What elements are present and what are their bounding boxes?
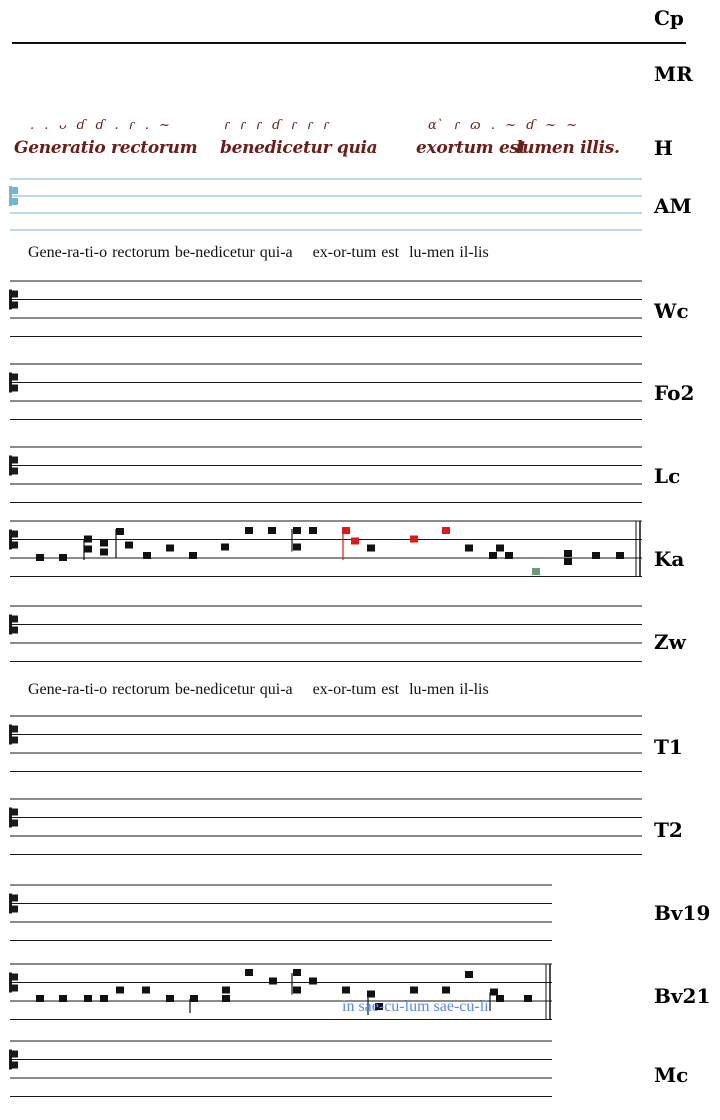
- c-clef-icon: [12, 895, 18, 902]
- neume-note: [489, 552, 497, 559]
- c-clef-icon: [9, 1050, 12, 1070]
- neume-note: [100, 549, 108, 556]
- neume-note: [190, 995, 198, 1002]
- neume-note: [367, 545, 375, 552]
- variant-note-red: [410, 536, 418, 543]
- c-clef-icon: [12, 302, 18, 309]
- c-clef-icon: [12, 187, 18, 194]
- lyric-line-1: Gene-ra-ti-o rectorum be-nedicetur qui-a ex-or-tum est lu-men il-lis: [28, 244, 489, 261]
- lyric-bv21-continuation: in sae-cu-lum sae-cu-li: [342, 998, 489, 1015]
- c-clef-icon: [9, 186, 12, 206]
- c-clef-icon: [12, 1051, 18, 1058]
- c-clef-icon: [12, 737, 18, 744]
- neume-note: [222, 995, 230, 1002]
- neume-note: [142, 987, 150, 994]
- ms-neumes-2: ɾ ɾ ɾ ɗ ɾ ɾ ɾ: [224, 118, 332, 133]
- c-clef-icon: [12, 627, 18, 634]
- siglum-ka: Ka: [654, 547, 685, 571]
- c-clef-icon: [9, 615, 12, 635]
- c-clef-icon: [9, 373, 12, 393]
- neume-note: [496, 995, 504, 1002]
- neume-note: [125, 542, 133, 549]
- cp-rule: [12, 42, 686, 44]
- neume-note: [505, 552, 513, 559]
- neume-note: [293, 987, 301, 994]
- lyric-line-2: Gene-ra-ti-o rectorum be-nedicetur qui-a ex-or-tum est lu-men il-lis: [28, 681, 489, 698]
- neume-note: [36, 995, 44, 1002]
- neume-note: [116, 528, 124, 535]
- siglum-mr: MR: [654, 62, 693, 86]
- neume-note: [59, 554, 67, 561]
- c-clef-icon: [12, 726, 18, 733]
- siglum-bv19: Bv19: [654, 901, 711, 925]
- siglum-fo2: Fo2: [654, 381, 695, 405]
- siglum-wc: Wc: [654, 299, 689, 323]
- neume-note: [245, 527, 253, 534]
- neume-note: [410, 987, 418, 994]
- c-clef-icon: [12, 468, 18, 475]
- neume-note: [84, 995, 92, 1002]
- c-clef-icon: [9, 894, 12, 914]
- siglum-am: AM: [654, 194, 692, 218]
- neume-note: [269, 978, 277, 985]
- c-clef-icon: [12, 198, 18, 205]
- neume-note: [268, 527, 276, 534]
- siglum-t2: T2: [654, 818, 683, 842]
- neume-note: [465, 971, 473, 978]
- ms-word-4: lumen illis.: [516, 138, 620, 158]
- neume-note: [245, 969, 253, 976]
- ms-neumes-3: ɑ ̀ ɾ ɷ . ~ ɗ ~ ~: [428, 118, 581, 133]
- siglum-cp: Cp: [654, 6, 684, 30]
- neume-note: [189, 552, 197, 559]
- c-clef-icon: [12, 1062, 18, 1069]
- c-clef-icon: [9, 530, 12, 550]
- neume-note: [36, 554, 44, 561]
- neume-note: [293, 527, 301, 534]
- variant-note-red: [351, 538, 359, 545]
- neume-note: [293, 544, 301, 551]
- variant-note-red: [442, 527, 450, 534]
- neume-note: [100, 995, 108, 1002]
- c-clef-icon: [12, 385, 18, 392]
- neume-note: [465, 545, 473, 552]
- c-clef-icon: [9, 973, 12, 993]
- ms-word-1: Generatio rectorum: [14, 138, 198, 158]
- neume-note: [222, 987, 230, 994]
- neume-note: [490, 989, 498, 996]
- c-clef-icon: [12, 374, 18, 381]
- neume-note: [166, 995, 174, 1002]
- siglum-lc: Lc: [654, 464, 681, 488]
- neume-note: [564, 550, 572, 557]
- siglum-h: H: [654, 136, 673, 160]
- ms-neumes-1: . . ᴗ ɗ ɗ . ɾ . ~: [30, 118, 173, 133]
- c-clef-icon: [9, 808, 12, 828]
- ms-word-2: benedicetur quia: [220, 138, 378, 158]
- siglum-bv21: Bv21: [654, 984, 711, 1008]
- neume-note: [221, 544, 229, 551]
- c-clef-icon: [12, 542, 18, 549]
- neume-note: [592, 552, 600, 559]
- neume-note: [143, 552, 151, 559]
- ms-word-3: exortum est: [416, 138, 527, 158]
- c-clef-icon: [12, 291, 18, 298]
- neume-note: [84, 546, 92, 553]
- neume-note: [166, 545, 174, 552]
- neume-note: [309, 978, 317, 985]
- c-clef-icon: [12, 809, 18, 816]
- c-clef-icon: [9, 456, 12, 476]
- siglum-zw: Zw: [654, 630, 686, 654]
- neume-note: [309, 527, 317, 534]
- neume-note: [84, 536, 92, 543]
- siglum-t1: T1: [654, 735, 683, 759]
- neume-note: [342, 987, 350, 994]
- c-clef-icon: [12, 974, 18, 981]
- neume-note: [116, 987, 124, 994]
- variant-note-green: [532, 568, 540, 575]
- neume-note: [293, 969, 301, 976]
- c-clef-icon: [12, 616, 18, 623]
- neume-note: [100, 540, 108, 547]
- c-clef-icon: [12, 906, 18, 913]
- neume-note: [496, 545, 504, 552]
- neume-note: [442, 987, 450, 994]
- c-clef-icon: [12, 531, 18, 538]
- c-clef-icon: [9, 290, 12, 310]
- neume-note: [59, 995, 67, 1002]
- c-clef-icon: [9, 725, 12, 745]
- c-clef-icon: [12, 457, 18, 464]
- c-clef-icon: [12, 985, 18, 992]
- neume-note: [524, 995, 532, 1002]
- c-clef-icon: [12, 820, 18, 827]
- neume-note: [616, 552, 624, 559]
- neume-note: [564, 558, 572, 565]
- siglum-mc: Mc: [654, 1063, 689, 1087]
